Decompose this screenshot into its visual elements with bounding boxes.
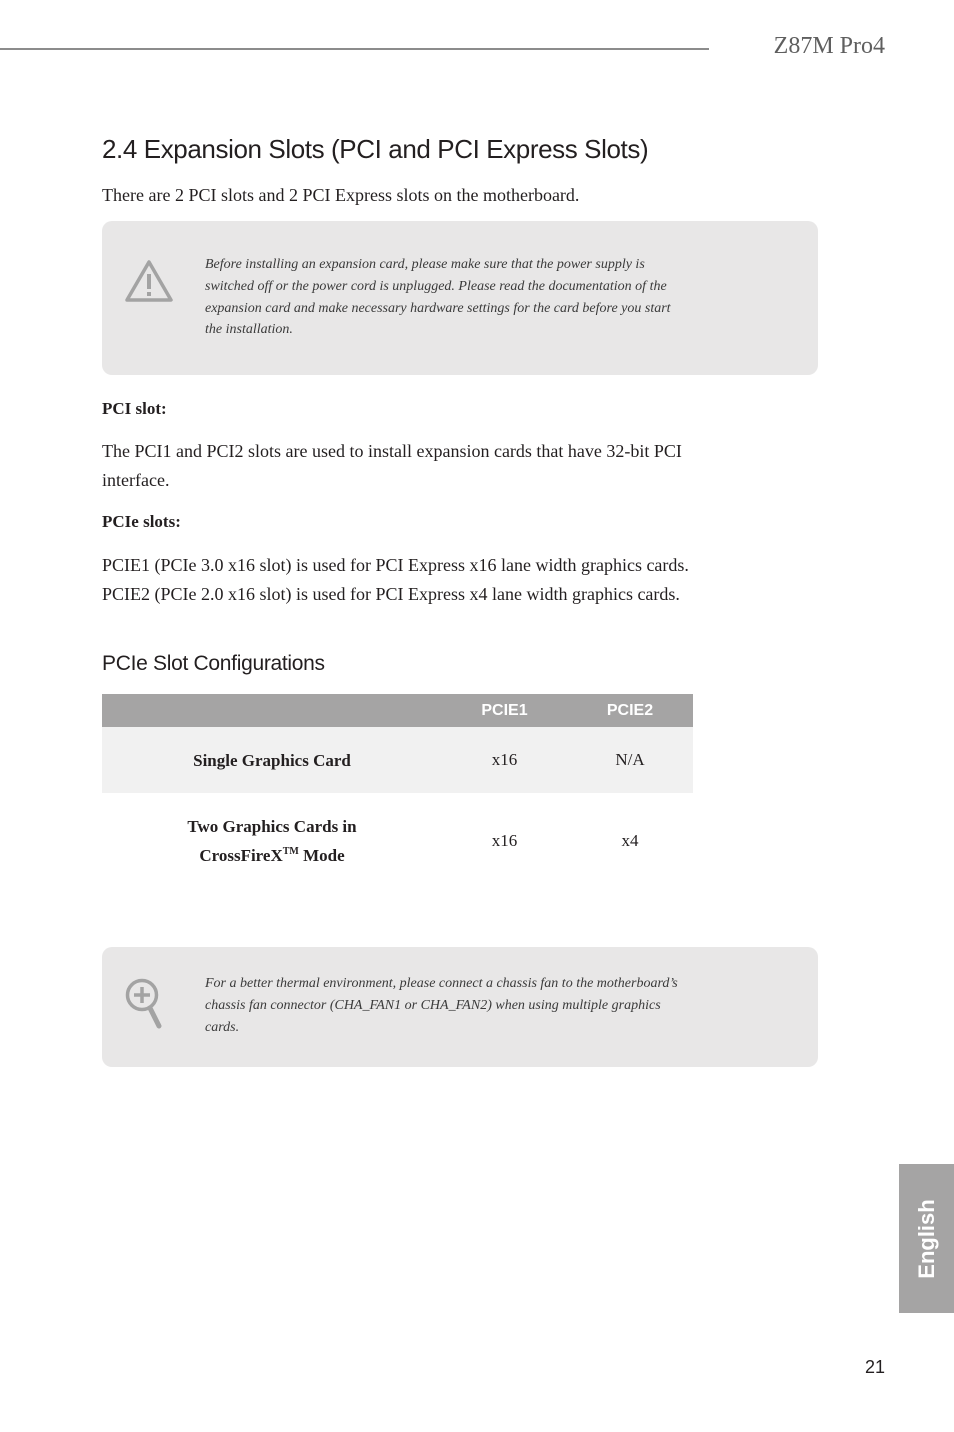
row-label-line: CrossFireX	[199, 846, 283, 865]
note-line: the installation.	[205, 322, 293, 338]
note-line: switched off or the power cord is unplugged. Please read the documentation of the	[205, 278, 667, 294]
note-line: cards.	[205, 1019, 240, 1035]
pcie-config-title: PCIe Slot Configurations	[102, 652, 325, 675]
note-line: expansion card and make necessary hardware settings for the card before you start	[205, 300, 671, 316]
page-number: 21	[864, 1357, 885, 1377]
note-line: chassis fan connector (CHA_FAN1 or CHA_FAN2) when using multiple graphics	[205, 997, 661, 1013]
header-rule	[0, 48, 709, 50]
pcie1-value: x16	[442, 793, 567, 889]
pcie1-value: x16	[442, 727, 567, 793]
language-tab	[899, 1164, 954, 1313]
warning-triangle-icon	[124, 259, 174, 308]
table-row	[102, 793, 693, 889]
pcie-slots-description	[102, 551, 802, 609]
paragraph-line: PCIE2 (PCIe 2.0 x16 slot) is used for PCI Express x4 lane width graphics cards.	[102, 584, 680, 604]
paragraph-line: The PCI1 and PCI2 slots are used to install expansion cards that have 32-bit PCI	[102, 441, 682, 461]
pcie-config-table	[102, 694, 693, 889]
header-cell-empty	[102, 694, 442, 727]
header-cell-pcie1: PCIE1	[442, 694, 567, 727]
caution-note-text	[205, 254, 745, 341]
tip-note-text	[205, 973, 745, 1038]
section-intro: There are 2 PCI slots and 2 PCI Express slots on the motherboard.	[102, 185, 580, 205]
header-cell-pcie2: PCIE2	[567, 694, 693, 727]
model-name: Z87M Pro4	[773, 33, 885, 59]
magnifier-plus-icon	[124, 977, 164, 1036]
note-line: For a better thermal environment, please connect a chassis fan to the motherboard’s	[205, 976, 678, 991]
row-label-suffix: Mode	[298, 846, 345, 865]
table-row	[102, 727, 693, 793]
pcie2-value: N/A	[567, 727, 693, 793]
caution-note	[102, 221, 818, 375]
pcie2-value: x4	[567, 793, 693, 889]
row-label	[102, 793, 442, 889]
pcie-slots-heading: PCIe slots:	[102, 512, 181, 531]
pci-slot-description	[102, 437, 762, 495]
language-tab-label: English	[913, 1198, 939, 1279]
trademark-mark: TM	[282, 846, 299, 857]
paragraph-line: interface.	[102, 470, 170, 490]
pci-slot-heading: PCI slot:	[102, 399, 167, 418]
table-header-row	[102, 694, 693, 727]
row-label: Single Graphics Card	[102, 727, 442, 793]
note-line: Before installing an expansion card, please make sure that the power supply is	[205, 257, 645, 272]
tip-note	[102, 947, 818, 1067]
section-title: 2.4 Expansion Slots (PCI and PCI Express Slots)	[102, 134, 649, 164]
paragraph-line: PCIE1 (PCIe 3.0 x16 slot) is used for PCI Express x16 lane width graphics cards.	[102, 555, 689, 575]
row-label-line: Two Graphics Cards in	[187, 817, 357, 836]
